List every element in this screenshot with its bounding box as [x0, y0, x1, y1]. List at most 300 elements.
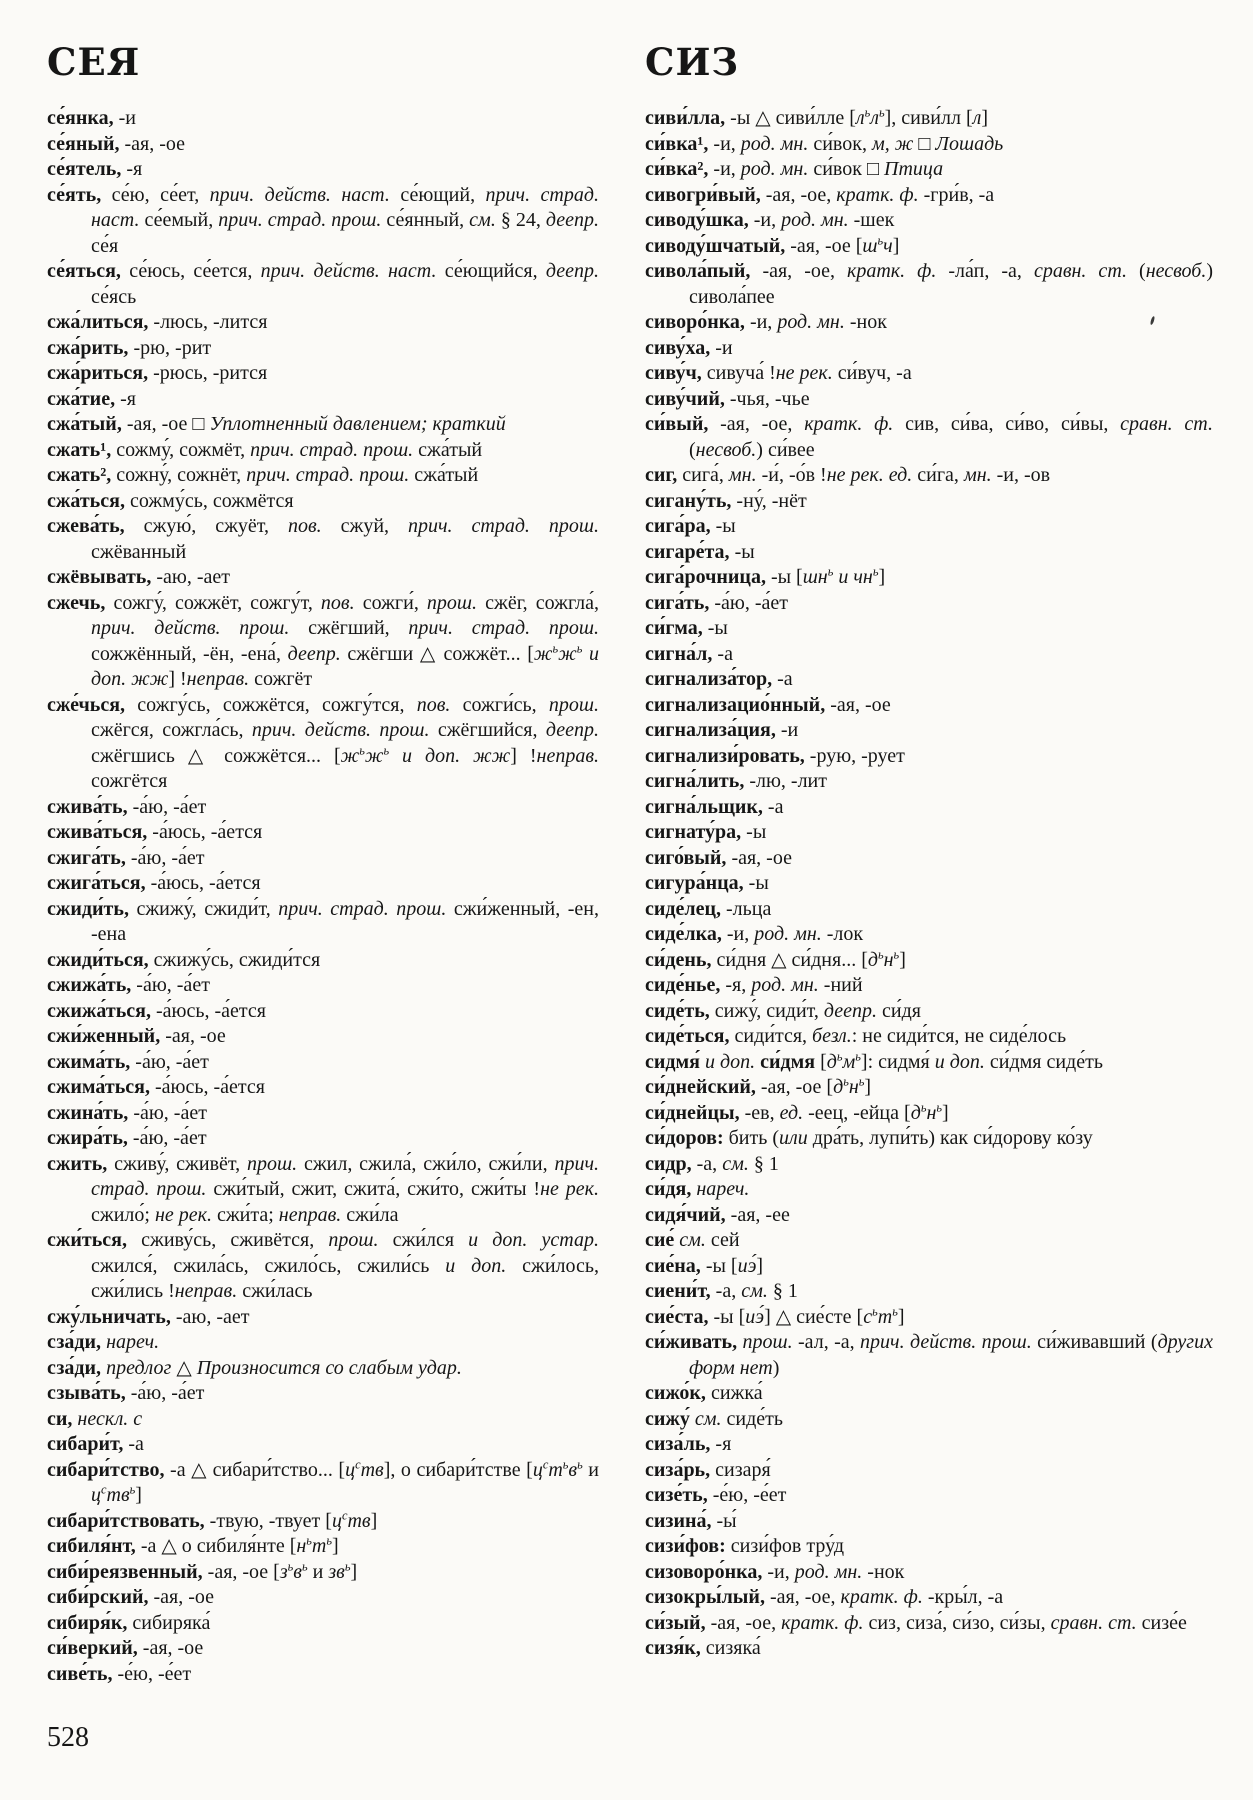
dictionary-entry [47, 1152, 599, 1229]
headword: сиде́лец, [645, 897, 722, 920]
headword: сиве́ть, [47, 1662, 113, 1685]
dictionary-entry [47, 1458, 599, 1509]
headword: сиза́рь, [645, 1458, 711, 1481]
text-run: -ал, -а, [792, 1331, 861, 1353]
text-run: сивуча́ ! [701, 362, 776, 384]
headword: сигура́нца, [645, 872, 744, 894]
grammar-label: тв [106, 1484, 130, 1506]
headword: сжа́ться, [47, 489, 125, 512]
phonetic-superscript: ь [301, 1558, 308, 1573]
headword: сжига́ть, [47, 846, 126, 869]
headword: сжу́льничать, [47, 1305, 171, 1328]
phonetic-superscript: ь [576, 640, 583, 655]
grammar-label: прич. действ. наст. [260, 260, 437, 282]
dictionary-entry [47, 1509, 599, 1535]
grammar-label: прич. действ. наст. [209, 183, 390, 206]
phonetic-superscript: ь [936, 1099, 943, 1114]
headword: се́яться, [47, 260, 121, 282]
text-run: -ая, -ое, [760, 183, 837, 206]
headword: си́вый, [645, 413, 709, 435]
grammar-label: пов. [416, 693, 451, 716]
text-run: -льца [721, 897, 772, 920]
text-run: си́дня △ си́дня... [ [711, 948, 868, 971]
dictionary-entry [645, 1636, 1213, 1662]
text-run: -ая, -ое, [708, 413, 805, 435]
dictionary-entry [47, 1611, 599, 1637]
text-run: сизи́фов тру́д [725, 1535, 844, 1557]
text-run: сожги́, [354, 591, 427, 614]
page-number: 528 [47, 1722, 89, 1753]
phonetic-superscript: ь [129, 1482, 136, 1497]
grammar-label: кратк. ф. [781, 1611, 864, 1634]
text-run: сжи́ла [341, 1203, 399, 1226]
text-run: -ая, -ое □ [121, 413, 210, 435]
dictionary-entry [645, 540, 1213, 566]
grammar-label: иэ́ [745, 1305, 765, 1328]
phonetic-superscript: ь [877, 232, 884, 247]
text-run: -ы [710, 515, 736, 537]
text-run: -лю, -лит [744, 770, 827, 792]
dictionary-entry [645, 1152, 1213, 1178]
dictionary-entry [47, 157, 599, 183]
headword: сжа́тый, [47, 413, 122, 435]
text-run: се́янный, [381, 209, 470, 231]
dictionary-entry [645, 1585, 1213, 1611]
text-run: ] △ сие́сте [ [764, 1305, 864, 1328]
text-run: ], о сибари́тстве [ [383, 1458, 533, 1481]
headword: сие́ [645, 1229, 675, 1251]
dictionary-entry [645, 1050, 1213, 1076]
headword: сивогри́вый, [645, 183, 761, 206]
grammar-label: род. мн. [754, 923, 822, 945]
dictionary-entry [645, 1534, 1213, 1560]
grammar-label: неправ. [186, 668, 250, 690]
grammar-label: пов. [320, 591, 355, 614]
grammar-label: неправ. [278, 1203, 342, 1226]
text-run: △ [171, 1356, 197, 1379]
text-run: сизяка́ [700, 1637, 761, 1659]
grammar-label: ж [364, 744, 384, 767]
text-run: -ая, -ое [ [755, 1076, 834, 1098]
text-run: -лок [821, 923, 864, 945]
text-run: -ы [741, 821, 767, 843]
grammar-label: тв [347, 1509, 371, 1532]
text-run: сживу́, сживёт, [107, 1152, 247, 1175]
text-run: -ы [ [700, 1254, 738, 1277]
text-run: -а, [710, 1280, 742, 1302]
grammar-label: д [910, 1101, 921, 1124]
grammar-label: сравн. ст. [1033, 260, 1128, 282]
headword: сжима́ться, [47, 1076, 150, 1098]
text-run: -а́ю, -а́ет [128, 1101, 207, 1124]
grammar-label: несвоб. [1145, 260, 1207, 282]
dictionary-entry [47, 1534, 599, 1560]
text-run: ] [981, 107, 989, 129]
dictionary-entry [645, 642, 1213, 668]
text-run: сжил, сжила́, сжи́ло, сжи́ли, [297, 1152, 555, 1175]
text-run: -аю, -ает [170, 1305, 250, 1328]
text-run: сизе́е [1136, 1611, 1187, 1634]
grammar-label: т [877, 1305, 893, 1328]
headword: сижо́к, [645, 1382, 706, 1404]
text-run: -я, [720, 974, 752, 996]
text-run: -а́юсь, -а́ется [145, 872, 261, 894]
text-run: ] [135, 1484, 142, 1506]
grammar-label: не рек. ед. [826, 464, 913, 486]
grammar-label: д [833, 1076, 844, 1098]
headword: си́вка², [645, 158, 709, 180]
grammar-label: прич. страд. наст. [91, 183, 599, 231]
text-run: се́ющийся, [436, 260, 546, 282]
headword: си́день, [645, 948, 712, 971]
text-run: си́вок, [808, 132, 872, 155]
dictionary-entry [47, 1407, 599, 1433]
text-run: ] [332, 1535, 339, 1557]
headword: сизи́фов: [645, 1535, 726, 1557]
headword: сжа́рить, [47, 336, 129, 359]
text-run: -и, [748, 209, 782, 231]
grammar-label: прош. [246, 1152, 298, 1175]
headword: сиг, [645, 464, 678, 486]
dictionary-entry [645, 183, 1213, 209]
text-run: -гри́в, -а [918, 183, 995, 206]
grammar-label: нареч. [691, 1178, 750, 1200]
dictionary-entry [645, 1560, 1213, 1586]
grammar-label: ц [91, 1484, 101, 1506]
grammar-label: прош. [328, 1229, 379, 1251]
text-run: -а́ю, -а́ет [709, 591, 789, 614]
text-run: -ний [818, 974, 863, 996]
text-run: -ы [ [708, 1305, 746, 1328]
dictionary-entry [645, 1024, 1213, 1050]
phonetic-superscript: ь [872, 1303, 878, 1318]
headword: сиби́реязвенный, [47, 1560, 203, 1583]
grammar-label: см. [741, 1280, 768, 1302]
dictionary-entry [47, 820, 599, 846]
text-run: ] [897, 1305, 905, 1328]
text-run: се́ю, се́ет, [101, 183, 210, 206]
phonetic-superscript: ь [306, 1533, 312, 1548]
dictionary-entry [47, 1636, 599, 1662]
text-run: сжуй, [321, 515, 408, 537]
headword: сигану́ть, [645, 489, 732, 512]
phonetic-superscript: ь [326, 1533, 333, 1548]
phonetic-superscript: ь [920, 1099, 927, 1114]
text-run: си́вок □ [808, 158, 885, 180]
dictionary-entry [645, 1305, 1213, 1331]
text-run: -и́, -о́в ! [756, 464, 827, 486]
text-run: -ну́, -нёт [731, 489, 807, 512]
dictionary-entry [645, 1407, 1213, 1433]
headword: си́веркий, [47, 1637, 138, 1659]
phonetic-superscript: ь [843, 1074, 849, 1089]
dictionary-entry [645, 514, 1213, 540]
headword: сжи́женный, [47, 1025, 161, 1047]
text-run: -а́юсь, -а́ется [147, 821, 263, 843]
grammar-label: прич. страд. прош. [218, 209, 382, 231]
text-run: дра́ть, лупи́ть) как си́дорову ко́зу [807, 1127, 1093, 1149]
dictionary-entry [645, 1458, 1213, 1484]
dictionary-entry [47, 948, 599, 974]
dictionary-entry [645, 718, 1213, 744]
text-run: -я [115, 387, 136, 410]
text-run: се́ющий, [389, 183, 486, 206]
grammar-label: иэ́ [737, 1254, 757, 1277]
dictionary-entry [645, 616, 1213, 642]
grammar-label: и доп. жж [389, 744, 511, 767]
headword: сиде́лка, [645, 923, 722, 945]
text-run: -ая, -ое [119, 132, 186, 155]
text-run: сжёванный [91, 540, 187, 563]
dictionary-entry [645, 1330, 1213, 1381]
headword: сие́ста, [645, 1305, 709, 1328]
dictionary-entry [47, 1585, 599, 1611]
text-run: сиз, сиза́, си́зо, си́зы, [863, 1611, 1051, 1634]
grammar-label: ц [532, 1458, 543, 1481]
text-run: [ [815, 1050, 827, 1073]
text-run: сожгу́, сожжёт, сожгу́т, [105, 591, 321, 614]
dictionary-entry [47, 132, 599, 158]
text-run: -чья, -чье [724, 387, 810, 410]
headword: си́живать, [645, 1331, 738, 1353]
dictionary-entry [645, 565, 1213, 591]
text-run: -ы́ [711, 1509, 737, 1532]
text-run: си́дя [877, 999, 921, 1022]
grammar-label: л [855, 107, 865, 129]
headword: сиени́т, [645, 1280, 711, 1302]
text-run: -е́ю, -е́ет [707, 1484, 787, 1506]
text-run: ] ! [168, 668, 187, 690]
text-run: -а [712, 642, 733, 665]
text-run: -и, [708, 158, 741, 180]
phonetic-superscript: ь [287, 1558, 294, 1573]
text-run: -а, [691, 1152, 723, 1175]
dictionary-entry [47, 795, 599, 821]
text-run: сжижу́сь, сжиди́тся [148, 948, 321, 971]
grammar-label: и доп. [445, 1254, 507, 1277]
grammar-label: кратк. ф. [840, 1586, 923, 1608]
dictionary-entry [645, 591, 1213, 617]
text-run: -а △ сибари́тство... [ [164, 1458, 346, 1481]
dictionary-entry [645, 1177, 1213, 1203]
headword: сигнализи́ровать, [645, 744, 805, 767]
dictionary-entry [47, 489, 599, 515]
text-run: си́га, [912, 464, 964, 486]
text-run: -люсь, -лится [148, 311, 268, 333]
text-run: сжило́; [91, 1203, 155, 1226]
headword: сизя́к, [645, 1637, 701, 1659]
grammar-label: и доп. жж [91, 642, 600, 690]
grammar-label: деепр. [545, 260, 599, 282]
phonetic-superscript: ь [827, 564, 834, 579]
dictionary-entry [645, 769, 1213, 795]
dictionary-entry [47, 1228, 599, 1305]
grammar-label: безл. [812, 1025, 852, 1047]
dictionary-entry [47, 693, 599, 795]
dictionary-entry [47, 183, 599, 260]
text-run: се́емый, [139, 209, 219, 231]
text-run: ] [350, 1560, 358, 1583]
text-run: сжи́лась [237, 1280, 313, 1302]
text-run: сиди́тся, [729, 1025, 813, 1047]
headword: сжига́ться, [47, 872, 146, 894]
grammar-label: деепр. [545, 719, 599, 741]
headword: си́дмя [755, 1050, 816, 1073]
grammar-label: Лошадь [935, 132, 1004, 155]
text-run: сжёг, сожгла́, [477, 591, 599, 614]
text-run: си́дмя сиде́ть [984, 1050, 1103, 1073]
headword: сизоворо́нка, [645, 1560, 763, 1583]
grammar-label: или [779, 1127, 808, 1149]
dictionary-entry [47, 1050, 599, 1076]
headword: сигнализа́тор, [645, 668, 773, 690]
dictionary-entry [645, 667, 1213, 693]
text-run: -нок [844, 311, 887, 333]
headword: сига́ть, [645, 591, 710, 614]
dictionary-entry [47, 1432, 599, 1458]
text-run: сожму́, сожмёт, [111, 438, 251, 461]
dictionary-entry [47, 846, 599, 872]
headword: сиводу́шчатый, [645, 234, 786, 257]
text-run: сжи́лся [378, 1229, 469, 1251]
text-run: ] [756, 1254, 764, 1277]
text-run: -ая, -ое [137, 1637, 204, 1659]
dictionary-entry [645, 999, 1213, 1025]
grammar-label: прич. действ. прош. [860, 1331, 1032, 1353]
dictionary-entry [645, 157, 1213, 183]
text-run: ]: сидмя́ [860, 1050, 935, 1073]
text-run: ( [689, 438, 696, 461]
phonetic-superscript: ь [892, 1303, 898, 1318]
grammar-label: ж [340, 744, 360, 767]
phonetic-superscript: ь [893, 946, 900, 961]
headword: сжиди́ть, [47, 897, 129, 920]
text-run: ( [1127, 260, 1146, 282]
dictionary-entry [47, 310, 599, 336]
grammar-label: род. мн. [777, 311, 845, 333]
text-run: -ая, -ое [825, 693, 891, 716]
grammar-label: кратк. ф. [847, 260, 937, 282]
text-run: сей [705, 1229, 740, 1251]
grammar-label: несвоб. [695, 438, 757, 461]
text-run: -рую, -рует [804, 744, 905, 767]
text-run: -ая, -ое [726, 846, 792, 869]
grammar-label: т [548, 1458, 563, 1481]
grammar-label: неправ. [174, 1280, 238, 1302]
headword: сза́ди, [47, 1356, 102, 1379]
grammar-label: пов. [288, 515, 322, 537]
headword: сиву́чий, [645, 387, 725, 410]
phonetic-superscript: ь [877, 946, 884, 961]
grammar-label: прич. страд. прош. [246, 464, 410, 486]
headword: сиде́ть, [645, 999, 710, 1022]
text-run: сживу́сь, сживётся, [127, 1229, 329, 1251]
grammar-label: ц [331, 1509, 342, 1532]
text-run: -я [121, 158, 143, 180]
dictionary-entry [47, 1560, 599, 1586]
text-run: се́юсь, се́ется, [120, 260, 261, 282]
headword: сжёвывать, [47, 566, 152, 588]
dictionary-entry [645, 132, 1213, 158]
text-run: -и [113, 107, 136, 129]
phonetic-superscript: ь [872, 564, 879, 579]
dictionary-entry [47, 361, 599, 387]
left-column [47, 42, 599, 1687]
headword: сжечь, [47, 591, 106, 614]
dictionary-entry [645, 387, 1213, 413]
text-run: -а́ю, -а́ет [125, 1382, 205, 1404]
headword: сиводу́шка, [645, 209, 749, 231]
text-run: -еец, -ейца [ [803, 1101, 911, 1124]
text-run: сжи́тый, сжит, сжита́, сжи́то, сжи́ты ! [206, 1178, 541, 1200]
grammar-label: д [867, 948, 878, 971]
headword: сжижа́ться, [47, 999, 151, 1022]
grammar-label: з [279, 1560, 288, 1583]
headword: сиву́ха, [645, 336, 711, 359]
grammar-label: деепр. [823, 999, 878, 1022]
headword: сижу́ [645, 1407, 690, 1430]
headword: сига́рочница, [645, 566, 766, 588]
dictionary-entry [47, 438, 599, 464]
headword: сиву́ч, [645, 362, 702, 384]
phonetic-superscript: ь [878, 105, 885, 120]
headword: сже́чься, [47, 693, 126, 716]
dictionary-entry [47, 106, 599, 132]
dictionary-entry [645, 922, 1213, 948]
text-run: -ая, -ее [725, 1203, 790, 1226]
text-run: сжи́лось, сжи́лись ! [91, 1254, 599, 1302]
grammar-label: с [863, 1305, 873, 1328]
headword: сигнализацио́нный, [645, 693, 826, 716]
text-run: -ая, -ое, [764, 1586, 841, 1608]
phonetic-superscript: ь [383, 742, 390, 757]
headword: сидмя́ [645, 1050, 700, 1073]
dictionary-entry [645, 336, 1213, 362]
text-run: ) [772, 1356, 780, 1379]
grammar-label: м, ж [871, 132, 914, 155]
dictionary-entry [645, 744, 1213, 770]
grammar-label: тв [360, 1458, 384, 1481]
grammar-label: прич. страд. прош. [408, 617, 599, 639]
text-run: -ы △ сиви́лле [ [725, 107, 856, 129]
right-column-guide-word: СИЗ [645, 40, 740, 84]
text-run: -е́ю, -е́ет [112, 1662, 192, 1685]
text-run: -а [123, 1433, 144, 1455]
text-run: -ы [729, 540, 755, 563]
text-run: -и, [762, 1560, 795, 1583]
phonetic-superscript: ь [858, 1074, 865, 1089]
text-run: -а́ю, -а́ет [127, 1127, 207, 1149]
grammar-label: м [842, 1050, 856, 1073]
text-run: сжёгши △ сожжёт... [ [340, 642, 534, 665]
dictionary-entry [47, 1305, 599, 1331]
text-run: сижу́, сиди́т, [709, 999, 824, 1022]
grammar-label: см. [722, 1152, 749, 1175]
text-run: -ая, -ое, [705, 1611, 782, 1634]
grammar-label: прош. [548, 693, 599, 716]
headword: сиби́рский, [47, 1586, 149, 1608]
text-run: ] [899, 948, 906, 971]
headword: сжина́ть, [47, 1101, 129, 1124]
headword: сидя́чий, [645, 1203, 726, 1226]
headword: сивола́пый, [645, 260, 751, 282]
headword: се́яный, [47, 132, 120, 155]
phonetic-superscript: ь [577, 1456, 583, 1471]
text-run: сжи́женный, -ен, -ена [91, 897, 599, 945]
dictionary-entry [47, 1330, 599, 1356]
text-run: -а [772, 668, 793, 690]
grammar-label: род. мн. [781, 209, 849, 231]
